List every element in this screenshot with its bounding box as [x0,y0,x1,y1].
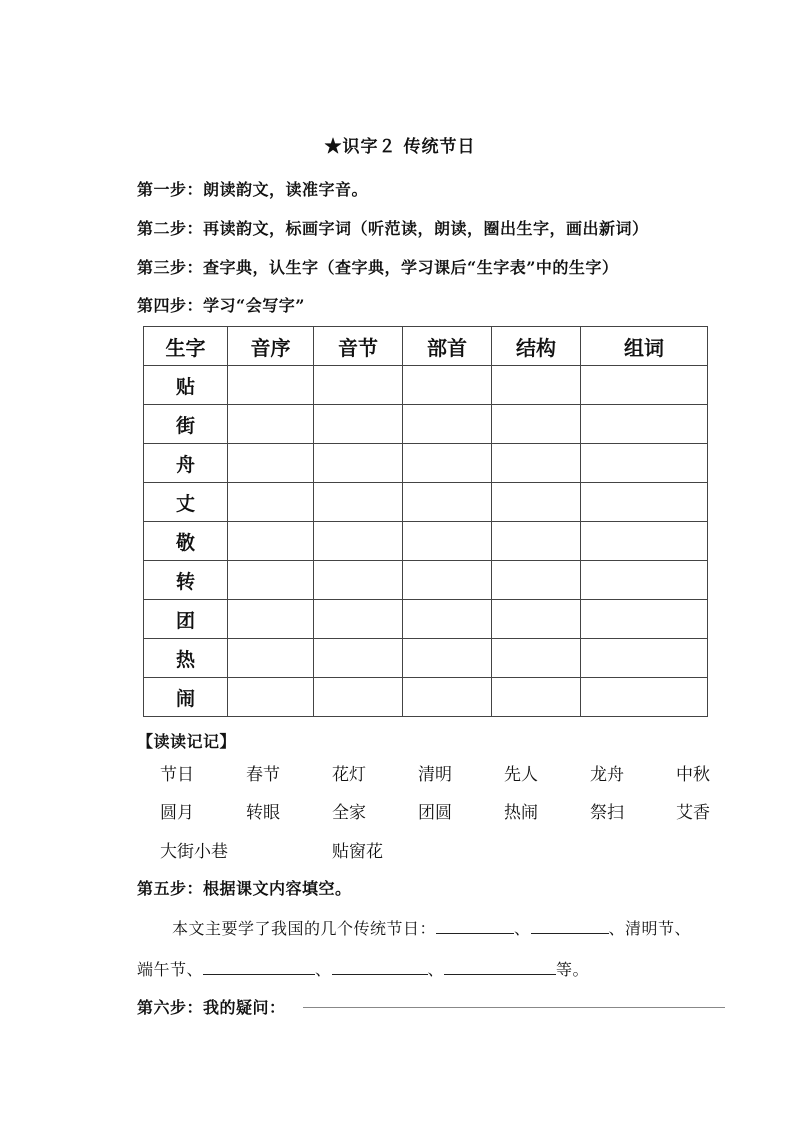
blank-cell[interactable] [492,678,581,717]
separator: 、 [315,960,332,979]
step-4: 第四步：学习“会写字” [137,296,305,315]
header-cell: 结构 [492,327,581,366]
table-row [144,405,708,444]
header-cell: 部首 [403,327,492,366]
blank-cell[interactable] [403,483,492,522]
char-cell: 舟 [144,444,228,483]
blank-cell[interactable] [228,444,314,483]
word-item: 中秋 [676,765,710,785]
word-item: 清明 [418,765,452,785]
blank-cell[interactable] [492,444,581,483]
char-cell: 丈 [144,483,228,522]
table-row [144,483,708,522]
fill-line-1 [172,916,691,939]
blank-cell[interactable] [228,561,314,600]
char-cell: 敬 [144,522,228,561]
blank-cell[interactable] [228,483,314,522]
char-cell: 转 [144,561,228,600]
char-cell: 贴 [144,366,228,405]
page-title: ★识字２ 传统节日 [324,137,476,157]
step-6: 第六步：我的疑问： [137,998,286,1017]
table-row [144,366,708,405]
fill-text: 本文主要学了我国的几个传统节日： [172,919,437,938]
question-line[interactable] [303,1007,725,1008]
word-item: 祭扫 [590,803,624,823]
blank-cell[interactable] [581,561,708,600]
table-row [144,600,708,639]
character-table [143,326,708,717]
blank-field[interactable] [444,959,556,975]
step-3: 第三步：查字典，认生字（查字典，学习课后“生字表”中的生字） [137,258,619,277]
blank-cell[interactable] [492,483,581,522]
blank-field[interactable] [203,959,315,975]
blank-cell[interactable] [492,522,581,561]
blank-cell[interactable] [492,639,581,678]
table-row [144,561,708,600]
blank-cell[interactable] [228,678,314,717]
blank-cell[interactable] [228,522,314,561]
char-cell: 团 [144,600,228,639]
blank-cell[interactable] [403,600,492,639]
blank-cell[interactable] [228,639,314,678]
blank-cell[interactable] [314,483,403,522]
separator: 、 [608,919,626,938]
blank-cell[interactable] [314,639,403,678]
blank-cell[interactable] [581,483,708,522]
separator: 、 [514,919,531,938]
blank-cell[interactable] [403,405,492,444]
word-item: 圆月 [160,803,194,823]
blank-cell[interactable] [403,678,492,717]
word-item: 大街小巷 [160,842,228,862]
header-cell: 组词 [581,327,708,366]
table-row [144,444,708,483]
word-item: 节日 [160,765,194,785]
blank-cell[interactable] [581,522,708,561]
blank-field[interactable] [531,918,609,934]
blank-cell[interactable] [403,366,492,405]
blank-cell[interactable] [581,600,708,639]
blank-cell[interactable] [581,639,708,678]
blank-cell[interactable] [314,522,403,561]
table-header-row [144,327,708,366]
fill-text: 等。 [556,960,590,979]
table-row [144,639,708,678]
header-cell: 音序 [228,327,314,366]
blank-cell[interactable] [581,678,708,717]
blank-cell[interactable] [492,366,581,405]
word-item: 艾香 [676,803,710,823]
blank-cell[interactable] [314,561,403,600]
step-1: 第一步：朗读韵文，读准字音。 [137,180,369,199]
fill-text: 端午节、 [137,960,204,979]
reading-heading: 【读读记记】 [137,732,237,751]
fill-line-2 [137,957,589,980]
blank-cell[interactable] [314,405,403,444]
char-cell: 热 [144,639,228,678]
blank-cell[interactable] [581,444,708,483]
blank-cell[interactable] [403,522,492,561]
char-cell: 闹 [144,678,228,717]
blank-cell[interactable] [314,366,403,405]
header-cell: 音节 [314,327,403,366]
blank-cell[interactable] [581,405,708,444]
blank-cell[interactable] [314,678,403,717]
blank-cell[interactable] [403,444,492,483]
word-item: 春节 [246,765,280,785]
word-item: 热闹 [504,803,538,823]
table-row [144,678,708,717]
blank-field[interactable] [332,959,428,975]
blank-cell[interactable] [403,639,492,678]
word-item: 贴窗花 [332,842,383,862]
blank-cell[interactable] [492,600,581,639]
blank-cell[interactable] [228,600,314,639]
blank-cell[interactable] [228,366,314,405]
blank-cell[interactable] [581,366,708,405]
word-item: 龙舟 [590,765,624,785]
blank-field[interactable] [436,918,514,934]
table-row [144,522,708,561]
blank-cell[interactable] [314,600,403,639]
word-item: 先人 [504,765,538,785]
blank-cell[interactable] [492,561,581,600]
word-item: 全家 [332,803,366,823]
fill-text: 清明节、 [625,919,692,938]
step-5: 第五步：根据课文内容填空。 [137,879,352,898]
blank-cell[interactable] [403,561,492,600]
separator: 、 [427,960,445,979]
char-cell: 街 [144,405,228,444]
word-item: 花灯 [332,765,366,785]
word-item: 转眼 [246,803,280,823]
step-2: 第二步：再读韵文，标画字词（听范读，朗读，圈出生字，画出新词） [137,219,649,238]
word-item: 团圆 [418,803,452,823]
blank-cell[interactable] [492,405,581,444]
blank-cell[interactable] [314,444,403,483]
blank-cell[interactable] [228,405,314,444]
header-cell: 生字 [144,327,228,366]
